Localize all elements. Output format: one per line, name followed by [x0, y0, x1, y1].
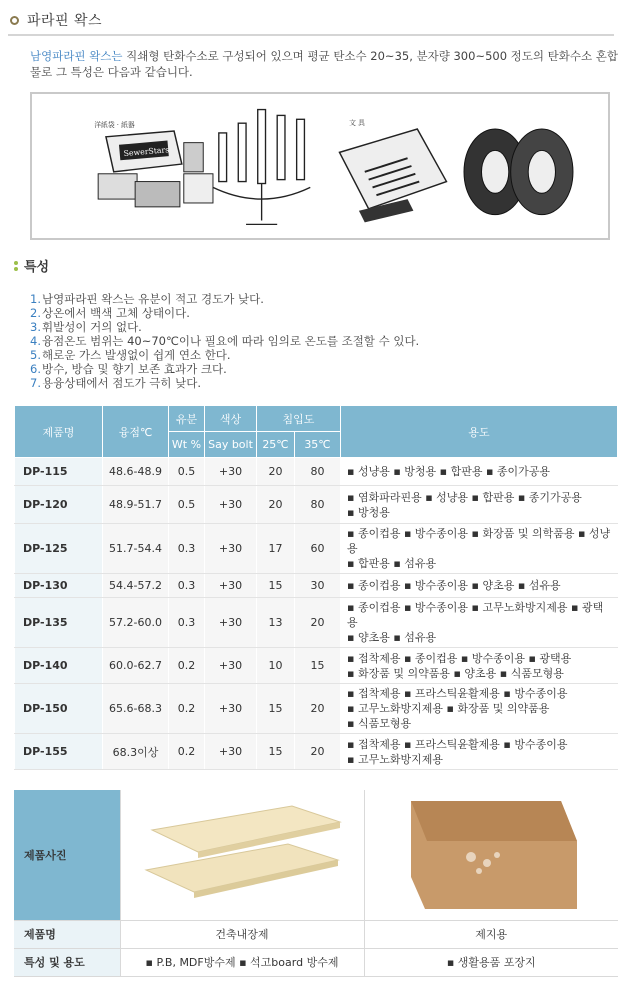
melt-point-cell: 57.2-60.0: [103, 598, 169, 648]
header-melt: 융점℃: [103, 406, 169, 458]
penetration-35-cell: 80: [295, 458, 341, 486]
penetration-35-cell: 20: [295, 684, 341, 734]
board-photo: [142, 800, 342, 910]
oil-content-cell: 0.2: [169, 734, 205, 770]
illustration-label-center: 文 具: [349, 119, 365, 128]
penetration-35-cell: 80: [295, 486, 341, 524]
header-penetration: 침입도: [257, 406, 341, 432]
list-item-number: 2.: [30, 306, 41, 320]
usage-line: ▪ 염화파라핀용 ▪ 성냥용 ▪ 합판용 ▪ 종기가공용: [347, 490, 582, 504]
usage-line: ▪ 종이컵용 ▪ 방수종이용 ▪ 화장품 및 의학품용 ▪ 성냥용: [347, 527, 611, 555]
melt-point-cell: 68.3이상: [103, 734, 169, 770]
page-title-bar: [8, 6, 614, 36]
usage-line: ▪ 성냥용 ▪ 방청용 ▪ 합판용 ▪ 종이가공용: [347, 465, 551, 478]
intro-highlight: 남영파라핀 왁스는: [30, 49, 123, 63]
list-item-number: 5.: [30, 348, 41, 362]
list-item: [30, 320, 419, 334]
box-label-text: SewerStars: [123, 145, 170, 159]
product-table: [14, 790, 618, 977]
table-row: [15, 648, 618, 684]
usage-illustration-svg: [32, 94, 608, 238]
color-cell: +30: [205, 648, 257, 684]
list-item: [30, 362, 419, 376]
features-list: [30, 292, 419, 390]
list-item: [30, 376, 419, 390]
header-pen-25: 25℃: [257, 432, 295, 458]
penetration-25-cell: 15: [257, 574, 295, 598]
spec-table: [14, 405, 618, 770]
usage-line: ▪ 접착제용 ▪ 프라스틱윤활제용 ▪ 방수종이용: [347, 687, 568, 700]
table-row: [15, 486, 618, 524]
penetration-35-cell: 30: [295, 574, 341, 598]
product-feature: ▪ 생활용품 포장지: [364, 948, 618, 976]
table-row: [15, 458, 618, 486]
oil-content-cell: 0.5: [169, 458, 205, 486]
usage-line: ▪ 고무노화방지제용: [347, 752, 443, 766]
usage-line: ▪ 합판용 ▪ 섬유용: [347, 557, 437, 570]
list-item-text: 휘발성이 거의 없다.: [42, 320, 142, 334]
product-name-cell: DP-150: [15, 684, 103, 734]
list-item-number: 4.: [30, 334, 41, 348]
list-item-text: 용융상태에서 점도가 극히 낮다.: [42, 376, 202, 390]
list-item-text: 방수, 방습 및 향기 보존 효과가 크다.: [42, 362, 227, 376]
usage-line: ▪ 접착제용 ▪ 종이컵용 ▪ 방수종이용 ▪ 광택용: [347, 651, 572, 665]
list-item-number: 3.: [30, 320, 41, 334]
oil-content-cell: 0.2: [169, 684, 205, 734]
usage-cell: [341, 524, 618, 574]
product-name: 제지용: [364, 920, 618, 948]
small-box-illustration: [98, 174, 137, 199]
usage-cell: [341, 684, 618, 734]
penetration-25-cell: 10: [257, 648, 295, 684]
usage-cell: [341, 648, 618, 684]
table-row: [15, 574, 618, 598]
penetration-35-cell: 60: [295, 524, 341, 574]
section-heading: [14, 256, 49, 275]
product-name-cell: DP-115: [15, 458, 103, 486]
pencil-case-illustration: [339, 129, 446, 209]
cup-illustration-2: [184, 143, 203, 172]
section-title: 특성: [24, 260, 50, 275]
color-cell: +30: [205, 524, 257, 574]
color-cell: +30: [205, 486, 257, 524]
penetration-35-cell: 15: [295, 648, 341, 684]
candelabra-illustration: [213, 110, 310, 225]
intro-text: 직쇄형 탄화수소로 구성되어 있으며 평균 탄소수 20~35, 분자량 300~500 정도의 탄화수소 혼합물로 그 특성은 다음과 같습니다.: [30, 49, 618, 79]
color-cell: +30: [205, 458, 257, 486]
table-row: [15, 684, 618, 734]
melt-point-cell: 48.9-51.7: [103, 486, 169, 524]
oil-content-cell: 0.2: [169, 648, 205, 684]
tires-illustration: [464, 129, 573, 215]
usage-line: ▪ 화장품 및 의약품용 ▪ 양초용 ▪ 식품모형용: [347, 666, 564, 680]
list-item-number: 1.: [30, 292, 41, 306]
penetration-25-cell: 15: [257, 684, 295, 734]
color-cell: +30: [205, 598, 257, 648]
penetration-25-cell: 17: [257, 524, 295, 574]
section-bullet-icon: [14, 261, 18, 271]
color-cell: +30: [205, 684, 257, 734]
usage-line: ▪ 방청용: [347, 505, 390, 519]
list-item-text: 남영파라핀 왁스는 유분이 적고 경도가 낮다.: [42, 292, 264, 306]
cup-illustration: [184, 174, 213, 203]
circle-bullet-icon: [10, 16, 19, 25]
list-item-number: 6.: [30, 362, 41, 376]
header-oil: 유분: [169, 406, 205, 432]
header-color: 색상: [205, 406, 257, 432]
oil-content-cell: 0.5: [169, 486, 205, 524]
product-name-cell: DP-140: [15, 648, 103, 684]
product-name-cell: DP-155: [15, 734, 103, 770]
table-row: [15, 598, 618, 648]
list-item: [30, 306, 419, 320]
usage-cell: [341, 486, 618, 524]
header-name: 제품명: [15, 406, 103, 458]
usage-line: ▪ 식품모형용: [347, 717, 412, 730]
page-title: 파라핀 왁스: [27, 13, 103, 29]
oil-content-cell: 0.3: [169, 524, 205, 574]
penetration-35-cell: 20: [295, 734, 341, 770]
usage-cell: [341, 598, 618, 648]
melt-point-cell: 54.4-57.2: [103, 574, 169, 598]
melt-point-cell: 65.6-68.3: [103, 684, 169, 734]
header-pen-35: 35℃: [295, 432, 341, 458]
header-oil-unit: Wt %: [169, 432, 205, 458]
product-name: 건축내장제: [120, 920, 364, 948]
product-feature: ▪ P.B, MDF방수제 ▪ 석고board 방수제: [120, 948, 364, 976]
product-photo-cell: [120, 790, 364, 920]
penetration-25-cell: 20: [257, 486, 295, 524]
usage-line: ▪ 접착제용 ▪ 프라스틱윤활제용 ▪ 방수종이용: [347, 737, 568, 751]
usage-cell: [341, 574, 618, 598]
photo-label: 제품사진: [14, 790, 120, 920]
penetration-25-cell: 13: [257, 598, 295, 648]
color-cell: +30: [205, 574, 257, 598]
usage-cell: [341, 458, 618, 486]
usage-illustration: [30, 92, 610, 240]
list-item-text: 상온에서 백색 고체 상태이다.: [42, 306, 190, 320]
product-name-cell: DP-130: [15, 574, 103, 598]
table-row: [15, 734, 618, 770]
list-item: [30, 348, 419, 362]
list-item-number: 7.: [30, 376, 41, 390]
product-name-cell: DP-135: [15, 598, 103, 648]
product-name-cell: DP-120: [15, 486, 103, 524]
product-photo-cell: [364, 790, 618, 920]
melt-point-cell: 48.6-48.9: [103, 458, 169, 486]
color-cell: +30: [205, 734, 257, 770]
penetration-35-cell: 20: [295, 598, 341, 648]
melt-point-cell: 60.0-62.7: [103, 648, 169, 684]
intro-paragraph: [30, 48, 620, 80]
oil-content-cell: 0.3: [169, 574, 205, 598]
header-use: 용도: [341, 406, 618, 458]
table-row: [15, 524, 618, 574]
product-name-cell: DP-125: [15, 524, 103, 574]
penetration-25-cell: 15: [257, 734, 295, 770]
usage-line: ▪ 종이컵용 ▪ 방수종이용 ▪ 양초용 ▪ 섬유용: [347, 579, 561, 592]
list-item-text: 해로운 가스 발생없이 쉽게 연소 한다.: [42, 348, 231, 362]
usage-line: ▪ 고무노화방지제용 ▪ 화장품 및 의약품용: [347, 702, 550, 715]
melt-point-cell: 51.7-54.4: [103, 524, 169, 574]
list-item: [30, 334, 419, 348]
penetration-25-cell: 20: [257, 458, 295, 486]
oil-content-cell: 0.3: [169, 598, 205, 648]
usage-cell: [341, 734, 618, 770]
usage-line: ▪ 종이컵용 ▪ 방수종이용 ▪ 고무노화방지제용 ▪ 광택용: [347, 601, 604, 629]
feature-label: 특성 및 용도: [14, 948, 120, 976]
name-label: 제품명: [14, 920, 120, 948]
paper-photo: [401, 797, 581, 913]
illustration-label-left: 洋紙袋 · 紙器: [94, 121, 135, 130]
list-item-text: 융점온도 범위는 40~70℃이나 필요에 따라 임의로 온도를 조절할 수 있다.: [42, 334, 420, 348]
header-color-unit: Say bolt: [205, 432, 257, 458]
small-box-illustration-2: [135, 182, 180, 207]
list-item: [30, 292, 419, 306]
usage-line: ▪ 양초용 ▪ 섬유용: [347, 631, 437, 644]
